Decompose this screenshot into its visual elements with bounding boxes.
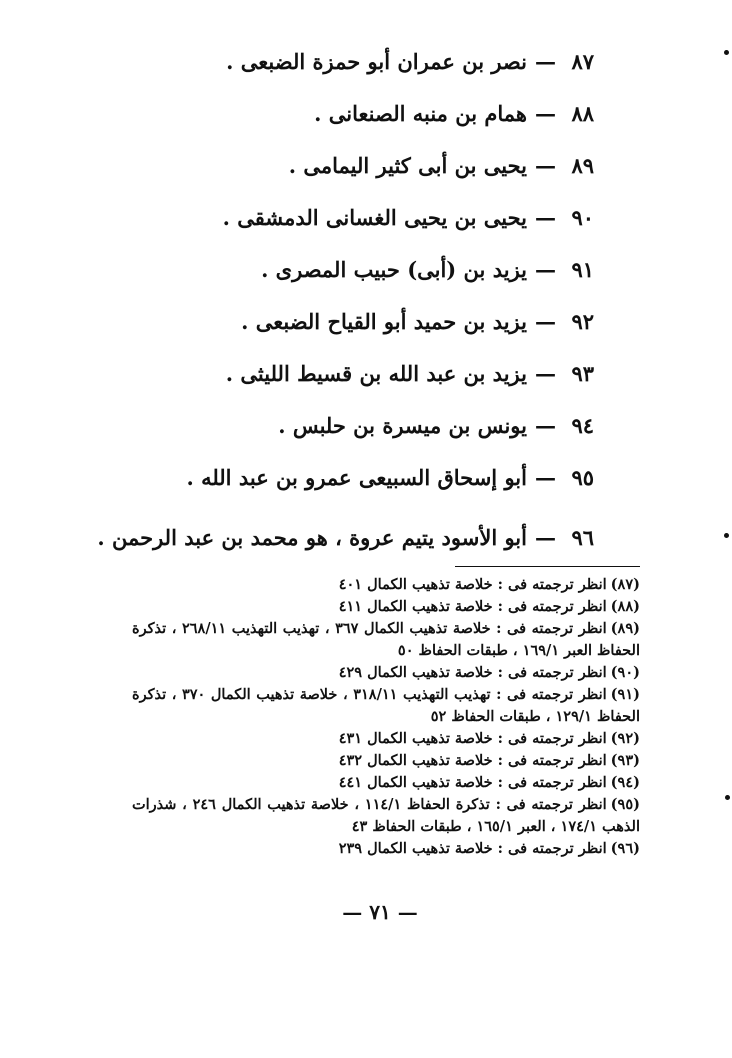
- entry-dash: —: [535, 525, 556, 550]
- entry-number: ٩١: [571, 257, 594, 282]
- entry-number: ٩٤: [571, 413, 594, 438]
- footnote-text: انظر ترجمته فى : خلاصة تذهيب الكمال ٤١١: [338, 598, 607, 615]
- entry-text: أبو إسحاق السبيعى عمرو بن عبد الله .: [186, 465, 527, 490]
- entry-dash: —: [535, 309, 556, 334]
- scan-speck: [725, 795, 730, 800]
- entry-dash: —: [535, 153, 556, 178]
- page-number: — ٧١ —: [342, 900, 418, 924]
- entry-text: يزيد بن عبد الله بن قسيط الليثى .: [225, 361, 527, 386]
- footnote-separator: [455, 566, 640, 567]
- footnote-text: انظر ترجمته فى : تذكرة الحفاظ ١١٤/١ ، خلاصة تذهيب الكمال ٢٤٦ ، شذرات الذهب ١٧٤/١ ، العبر ١٦٥/١ ، طبقات الحفاظ ٤٣: [132, 796, 640, 835]
- footnote-number: (٩١): [610, 686, 640, 703]
- footnote-text: انظر ترجمته فى : خلاصة تذهيب الكمال ٤٣١: [338, 730, 607, 747]
- footnote-number: (٨٧): [610, 576, 640, 593]
- list-item: [74, 452, 594, 504]
- entry-number: ٩٦: [571, 525, 594, 550]
- entry-text: يحيى بن يحيى الغسانى الدمشقى .: [222, 205, 527, 230]
- footnote: [132, 750, 640, 772]
- footnote: [132, 794, 640, 838]
- entry-number: ٩٣: [571, 361, 594, 386]
- list-item: [74, 244, 594, 296]
- footnote: [132, 772, 640, 794]
- footnote-number: (٩٢): [610, 730, 640, 747]
- footnote-number: (٨٩): [610, 620, 640, 637]
- footnote-text: انظر ترجمته فى : خلاصة تذهيب الكمال ٤٤١: [338, 774, 607, 791]
- entry-number: ٨٧: [571, 49, 594, 74]
- entry-dash: —: [535, 257, 556, 282]
- scan-speck: [724, 50, 729, 55]
- scan-speck: [724, 533, 729, 538]
- list-item: [74, 400, 594, 452]
- list-item: [74, 512, 594, 564]
- list-item: [74, 88, 594, 140]
- footnote-number: (٩٥): [610, 796, 640, 813]
- footnote: [132, 838, 640, 860]
- footnote-text: انظر ترجمته فى : خلاصة تذهيب الكمال ٣٦٧ ، تهذيب التهذيب ٢٦٨/١١ ، تذكرة الحفاظ العبر ١٦٩/١ ، طبقات الحفاظ ٥٠: [132, 620, 640, 659]
- footnote-number: (٩٤): [610, 774, 640, 791]
- entry-dash: —: [535, 49, 556, 74]
- entry-text: يزيد بن حميد أبو القياح الضبعى .: [241, 309, 527, 334]
- entry-number: ٨٨: [571, 101, 594, 126]
- entry-dash: —: [535, 205, 556, 230]
- list-item: [74, 192, 594, 244]
- entry-number: ٩٢: [571, 309, 594, 334]
- entry-dash: —: [535, 361, 556, 386]
- footnote: [132, 662, 640, 684]
- footnote-text: انظر ترجمته فى : تهذيب التهذيب ٣١٨/١١ ، خلاصة تذهيب الكمال ٣٧٠ ، تذكرة الحفاظ ١٢٩/١ ، طبقات الحفاظ ٥٢: [132, 686, 640, 725]
- entry-dash: —: [535, 101, 556, 126]
- footnote-text: انظر ترجمته فى : خلاصة تذهيب الكمال ٢٣٩: [338, 840, 607, 857]
- entry-number: ٩٠: [571, 205, 594, 230]
- footnote-number: (٩٦): [610, 840, 640, 857]
- list-item: [74, 348, 594, 400]
- list-item: [74, 140, 594, 192]
- footnote: [132, 574, 640, 596]
- entry-number: ٩٥: [571, 465, 594, 490]
- entry-number: ٨٩: [571, 153, 594, 178]
- entry-dash: —: [535, 465, 556, 490]
- footnote-text: انظر ترجمته فى : خلاصة تذهيب الكمال ٤٣٢: [338, 752, 607, 769]
- footnote: [132, 728, 640, 750]
- footnote: [132, 684, 640, 728]
- entry-text: يزيد بن (أبى) حبيب المصرى .: [261, 257, 527, 282]
- narrator-list: [74, 36, 594, 564]
- footnote-number: (٩٠): [610, 664, 640, 681]
- footnote-text: انظر ترجمته فى : خلاصة تذهيب الكمال ٤٢٩: [338, 664, 607, 681]
- footnote-number: (٩٣): [610, 752, 640, 769]
- list-item: [74, 296, 594, 348]
- entry-text: يحيى بن أبى كثير اليمامى .: [288, 153, 527, 178]
- entry-text: نصر بن عمران أبو حمزة الضبعى .: [226, 49, 527, 74]
- footnotes: [132, 574, 640, 860]
- entry-text: همام بن منبه الصنعانى .: [314, 101, 527, 126]
- entry-dash: —: [535, 413, 556, 438]
- footnote: [132, 596, 640, 618]
- footnote-number: (٨٨): [610, 598, 640, 615]
- list-item: [74, 36, 594, 88]
- entry-text: أبو الأسود يتيم عروة ، هو محمد بن عبد الرحمن .: [97, 525, 527, 550]
- footnote: [132, 618, 640, 662]
- footnote-text: انظر ترجمته فى : خلاصة تذهيب الكمال ٤٠١: [338, 576, 607, 593]
- entry-text: يونس بن ميسرة بن حلبس .: [278, 413, 527, 438]
